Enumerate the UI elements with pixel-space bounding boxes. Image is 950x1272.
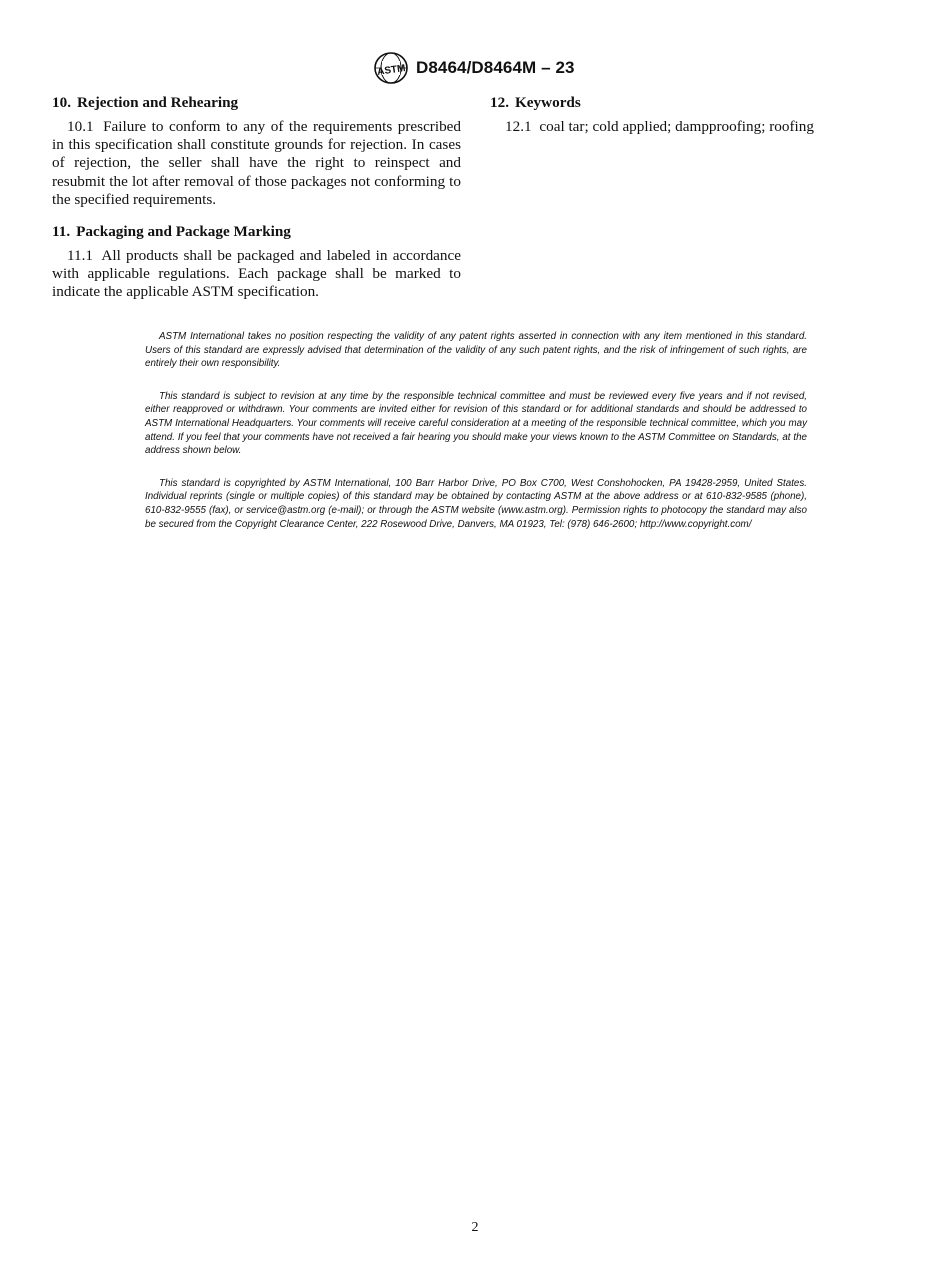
page-header [0, 52, 950, 84]
section-title: Keywords [514, 94, 581, 111]
paragraph-text: coal tar; cold applied; dampproofing; roofing [539, 118, 814, 135]
astm-logo-icon [372, 52, 410, 84]
section-keywords [490, 94, 900, 136]
svg-text:ASTM: ASTM [376, 63, 407, 78]
page-number: 2 [471, 1220, 479, 1235]
section-packaging [52, 223, 461, 302]
legal-notices [145, 330, 807, 550]
paragraph [490, 118, 900, 136]
paragraph-text: Failure to conform to any of the requirements prescribed in this specification shall constitute grounds for rejection. In cases of rejection, the seller shall have the right to reinspect and resubmit the lot after removal of those packages not conforming to the specified requirements. [52, 118, 462, 208]
paragraph-text: All products shall be packaged and labeled in accordance with applicable regulations. Each package shall be marked to indicate the applicable ASTM specification. [52, 247, 461, 301]
paragraph-number: 11.1 [67, 247, 94, 265]
right-column [490, 94, 900, 150]
paragraph [52, 247, 461, 302]
paragraph-number: 10.1 [67, 118, 94, 135]
copyright-notice: This standard is copyrighted by ASTM International, 100 Barr Harbor Drive, PO Box C700, West Conshohocken, PA 19428-2959, United States. Individual reprints (single or multiple copies) of this standard may be obtained by contacting ASTM at the above address or at 610-832-9585 (phone), 610-832-9555 (fax), or service@astm.org (e-mail); or through the ASTM website (www.astm.org). Permission rights to photocopy the standard may also be secured from the Copyright Clearance Center, 222 Rosewood Drive, Danvers, MA 01923, Tel: (978) 646-2600; http://www.copyright.com/ [145, 477, 807, 530]
section-number: 12. [490, 94, 509, 111]
section-heading [490, 94, 900, 112]
section-rejection [52, 94, 461, 209]
section-heading [52, 94, 461, 112]
section-number: 11. [52, 223, 71, 241]
section-title: Packaging and Package Marking [76, 223, 291, 241]
left-column [52, 94, 461, 316]
section-title: Rejection and Rehearing [76, 94, 239, 111]
paragraph-number: 12.1 [505, 118, 532, 135]
section-number: 10. [52, 94, 71, 111]
revision-notice: This standard is subject to revision at any time by the responsible technical committee and must be reviewed every five years and if not revised, either reapproved or withdrawn. Your comments are invited either for revision of this standard or for additional standards and should be addressed to ASTM International Headquarters. Your comments will receive careful consideration at a meeting of the responsible technical committee, which you may attend. If you feel that your comments have not received a fair hearing you should make your views known to the ASTM Committee on Standards, at the address shown below. [145, 390, 807, 457]
standard-designation: D8464/D8464M – 23 [416, 58, 575, 77]
patent-notice: ASTM International takes no position respecting the validity of any patent rights asserted in connection with any item mentioned in this standard. Users of this standard are expressly advised that determination of the validity of any such patent rights, and the risk of infringement of such rights, are entirely their own responsibility. [145, 331, 807, 370]
paragraph [52, 118, 461, 209]
section-heading [52, 223, 461, 241]
